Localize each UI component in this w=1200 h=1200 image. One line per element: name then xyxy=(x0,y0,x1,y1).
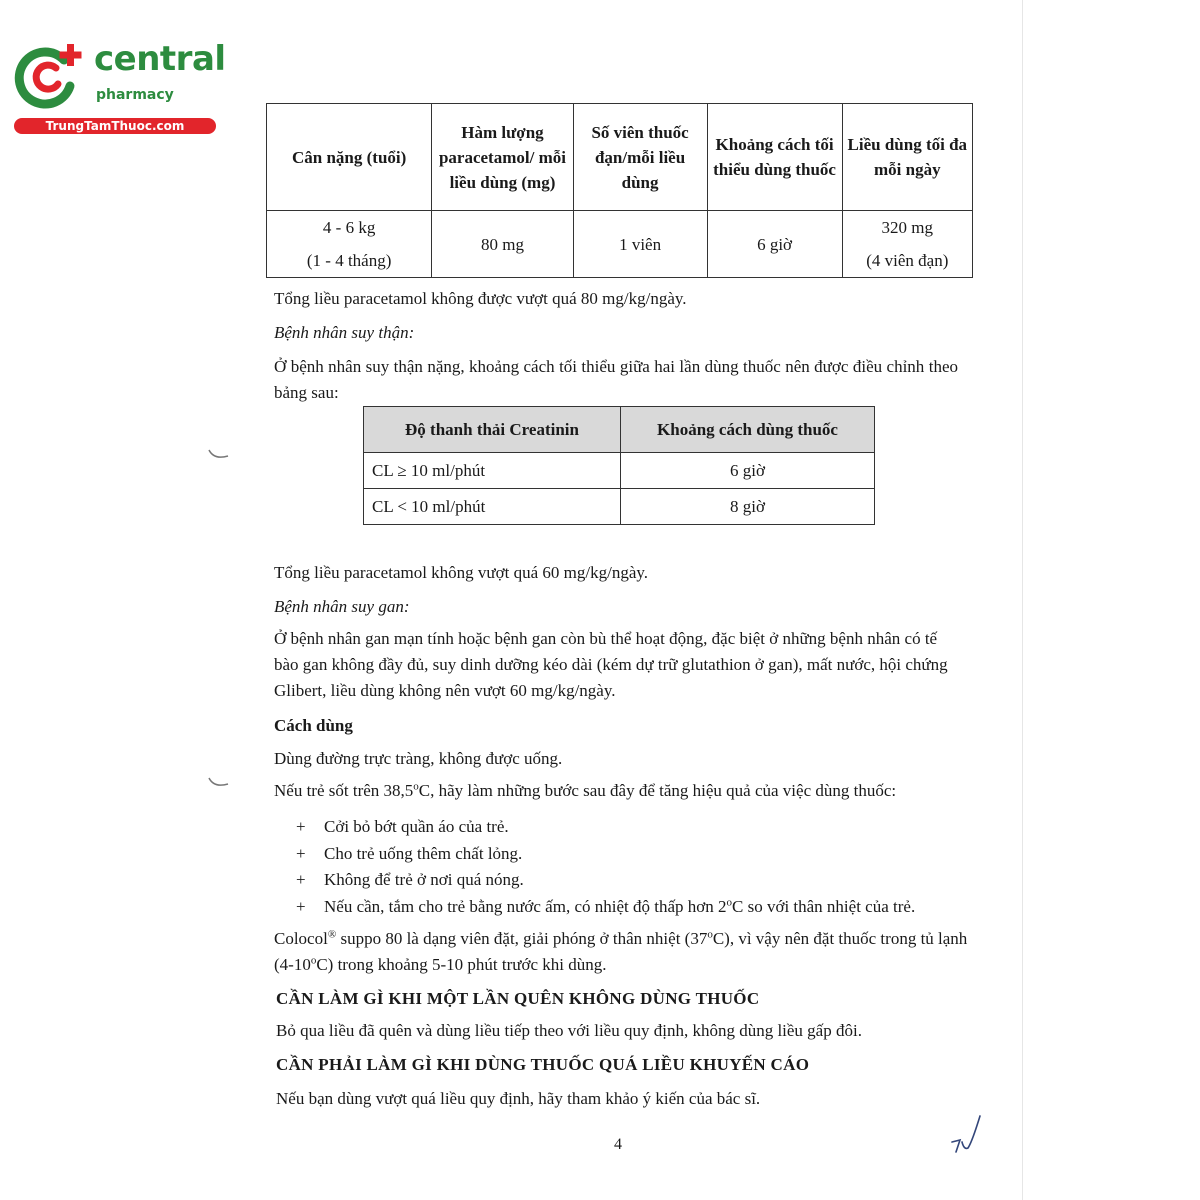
missed-dose-heading: CẦN LÀM GÌ KHI MỘT LẦN QUÊN KHÔNG DÙNG THUỐC xyxy=(276,989,760,1008)
central-pharmacy-logo xyxy=(8,36,226,136)
header-max-dose: Liều dùng tối đa mỗi ngày xyxy=(842,104,972,211)
list-item xyxy=(296,867,976,894)
logo-name: central xyxy=(94,39,226,79)
page-edge-line xyxy=(1022,0,1023,1200)
plus-bullet-icon: + xyxy=(296,843,306,863)
header-dosing-interval: Khoảng cách dùng thuốc xyxy=(621,407,875,453)
table-row xyxy=(364,453,875,489)
renal-clearance-table xyxy=(363,406,875,525)
plus-bullet-icon: + xyxy=(296,817,306,836)
storage-text-d: C) trong khoảng 5-10 phút trước khi dùng. xyxy=(316,955,607,974)
total-dose-note-1: Tổng liều paracetamol không được vượt quá 80 mg/kg/ngày. xyxy=(274,289,687,308)
max-dose-note: (4 viên đạn) xyxy=(866,251,949,270)
registered-mark: ® xyxy=(327,928,337,941)
table-row xyxy=(267,211,973,278)
logo-subtitle: pharmacy xyxy=(96,87,174,103)
total-dose-note-2: Tổng liều paracetamol không vượt quá 60 mg/kg/ngày. xyxy=(274,563,649,582)
storage-paragraph xyxy=(274,926,970,978)
degree-sup: o xyxy=(726,895,732,908)
cell-max-dose xyxy=(842,211,972,278)
storage-text-b: suppo 80 là dạng viên đặt, giải phóng ở thân nhiệt (37 xyxy=(336,929,708,948)
dosage-table xyxy=(266,103,973,278)
table-row xyxy=(364,489,875,525)
cell-clearance: CL ≥ 10 ml/phút xyxy=(364,453,621,489)
header-creatinine: Độ thanh thải Creatinin xyxy=(364,407,621,453)
logo-url-badge: TrungTamThuoc.com xyxy=(14,118,216,134)
weight-value: 4 - 6 kg xyxy=(322,218,376,237)
renal-subtitle: Bệnh nhân suy thận: xyxy=(274,323,415,342)
fever-intro xyxy=(274,778,958,804)
cell-clearance: CL < 10 ml/phút xyxy=(364,489,621,525)
pharmacy-cross-icon xyxy=(12,38,88,114)
list-item-text: Cởi bỏ bớt quần áo của trẻ. xyxy=(324,817,509,836)
renal-paragraph: Ở bệnh nhân suy thận nặng, khoảng cách tối thiểu giữa hai lần dùng thuốc nên được điều chỉnh theo bảng sau: xyxy=(274,357,958,402)
plus-bullet-icon: + xyxy=(296,896,306,916)
page-number: 4 xyxy=(614,1136,622,1153)
overdose-heading: CẦN PHẢI LÀM GÌ KHI DÙNG THUỐC QUÁ LIỀU KHUYẾN CÁO xyxy=(276,1055,810,1074)
plus-bullet-icon: + xyxy=(296,870,306,889)
product-name: Colocol xyxy=(274,929,328,948)
punch-hole-mark-icon xyxy=(206,448,232,462)
max-dose-value: 320 mg xyxy=(881,218,934,237)
cell-interval: 6 giờ xyxy=(707,211,842,278)
header-dose: Hàm lượng paracetamol/ mỗi liều dùng (mg) xyxy=(432,104,573,211)
degree-sup: o xyxy=(310,954,317,967)
usage-heading: Cách dùng xyxy=(274,716,353,735)
overdose-text: Nếu bạn dùng vượt quá liều quy định, hãy tham khảo ý kiến của bác sĩ. xyxy=(276,1089,761,1108)
list-item xyxy=(296,894,976,921)
list-item-text: Nếu cần, tắm cho trẻ bằng nước ấm, có nhiệt độ thấp hơn 2 xyxy=(324,896,727,916)
cell-dose: 80 mg xyxy=(432,211,573,278)
usage-route: Dùng đường trực tràng, không được uống. xyxy=(274,749,563,768)
list-item-text-end: C so với thân nhiệt của trẻ. xyxy=(732,896,916,916)
fever-intro-a: Nếu trẻ sốt trên 38,5 xyxy=(274,781,414,800)
fever-intro-b: C, hãy làm những bước sau đây để tăng hiệu quả của việc dùng thuốc: xyxy=(418,781,897,800)
header-weight: Cân nặng (tuổi) xyxy=(267,104,432,211)
punch-hole-mark-icon xyxy=(206,776,232,790)
dosage-table-header-row xyxy=(267,104,973,211)
renal-table-header-row xyxy=(364,407,875,453)
missed-dose-text: Bỏ qua liều đã quên và dùng liều tiếp theo với liều quy định, không dùng liều gấp đôi. xyxy=(276,1021,862,1040)
list-item xyxy=(296,841,976,868)
renal-subtitle-text: Bệnh nhân suy thận xyxy=(274,323,409,342)
list-item-text: Cho trẻ uống thêm chất lỏng. xyxy=(324,843,523,863)
signature-mark-icon xyxy=(946,1112,986,1160)
age-value: (1 - 4 tháng) xyxy=(306,251,392,270)
hepatic-subtitle-text: Bệnh nhân suy gan xyxy=(274,597,404,616)
list-item xyxy=(296,814,976,841)
degree-sup: o xyxy=(413,780,419,793)
degree-sup: o xyxy=(707,928,713,941)
hepatic-paragraph: Ở bệnh nhân gan mạn tính hoặc bệnh gan còn bù thể hoạt động, đặc biệt ở những bệnh nhân có tế bào gan không đầy đủ, suy dinh dưỡng kéo dài (kém dự trữ glutathion ở gan), mất nước, hội chứng Glibert, liều dùng không nên vượt 60 mg/kg/ngày. xyxy=(274,629,948,700)
cell-interval: 6 giờ xyxy=(621,453,875,489)
storage-text-c: C), vì vậy nên đặt thuốc trong tủ lạnh (4-10 xyxy=(274,929,968,974)
list-item-text: Không để trẻ ở nơi quá nóng. xyxy=(324,870,524,889)
header-interval: Khoảng cách tối thiểu dùng thuốc xyxy=(707,104,842,211)
cell-count: 1 viên xyxy=(573,211,707,278)
cell-interval: 8 giờ xyxy=(621,489,875,525)
fever-steps-list xyxy=(296,814,976,920)
hepatic-subtitle: Bệnh nhân suy gan: xyxy=(274,597,410,616)
cell-weight xyxy=(267,211,432,278)
header-count: Số viên thuốc đạn/mỗi liều dùng xyxy=(573,104,707,211)
